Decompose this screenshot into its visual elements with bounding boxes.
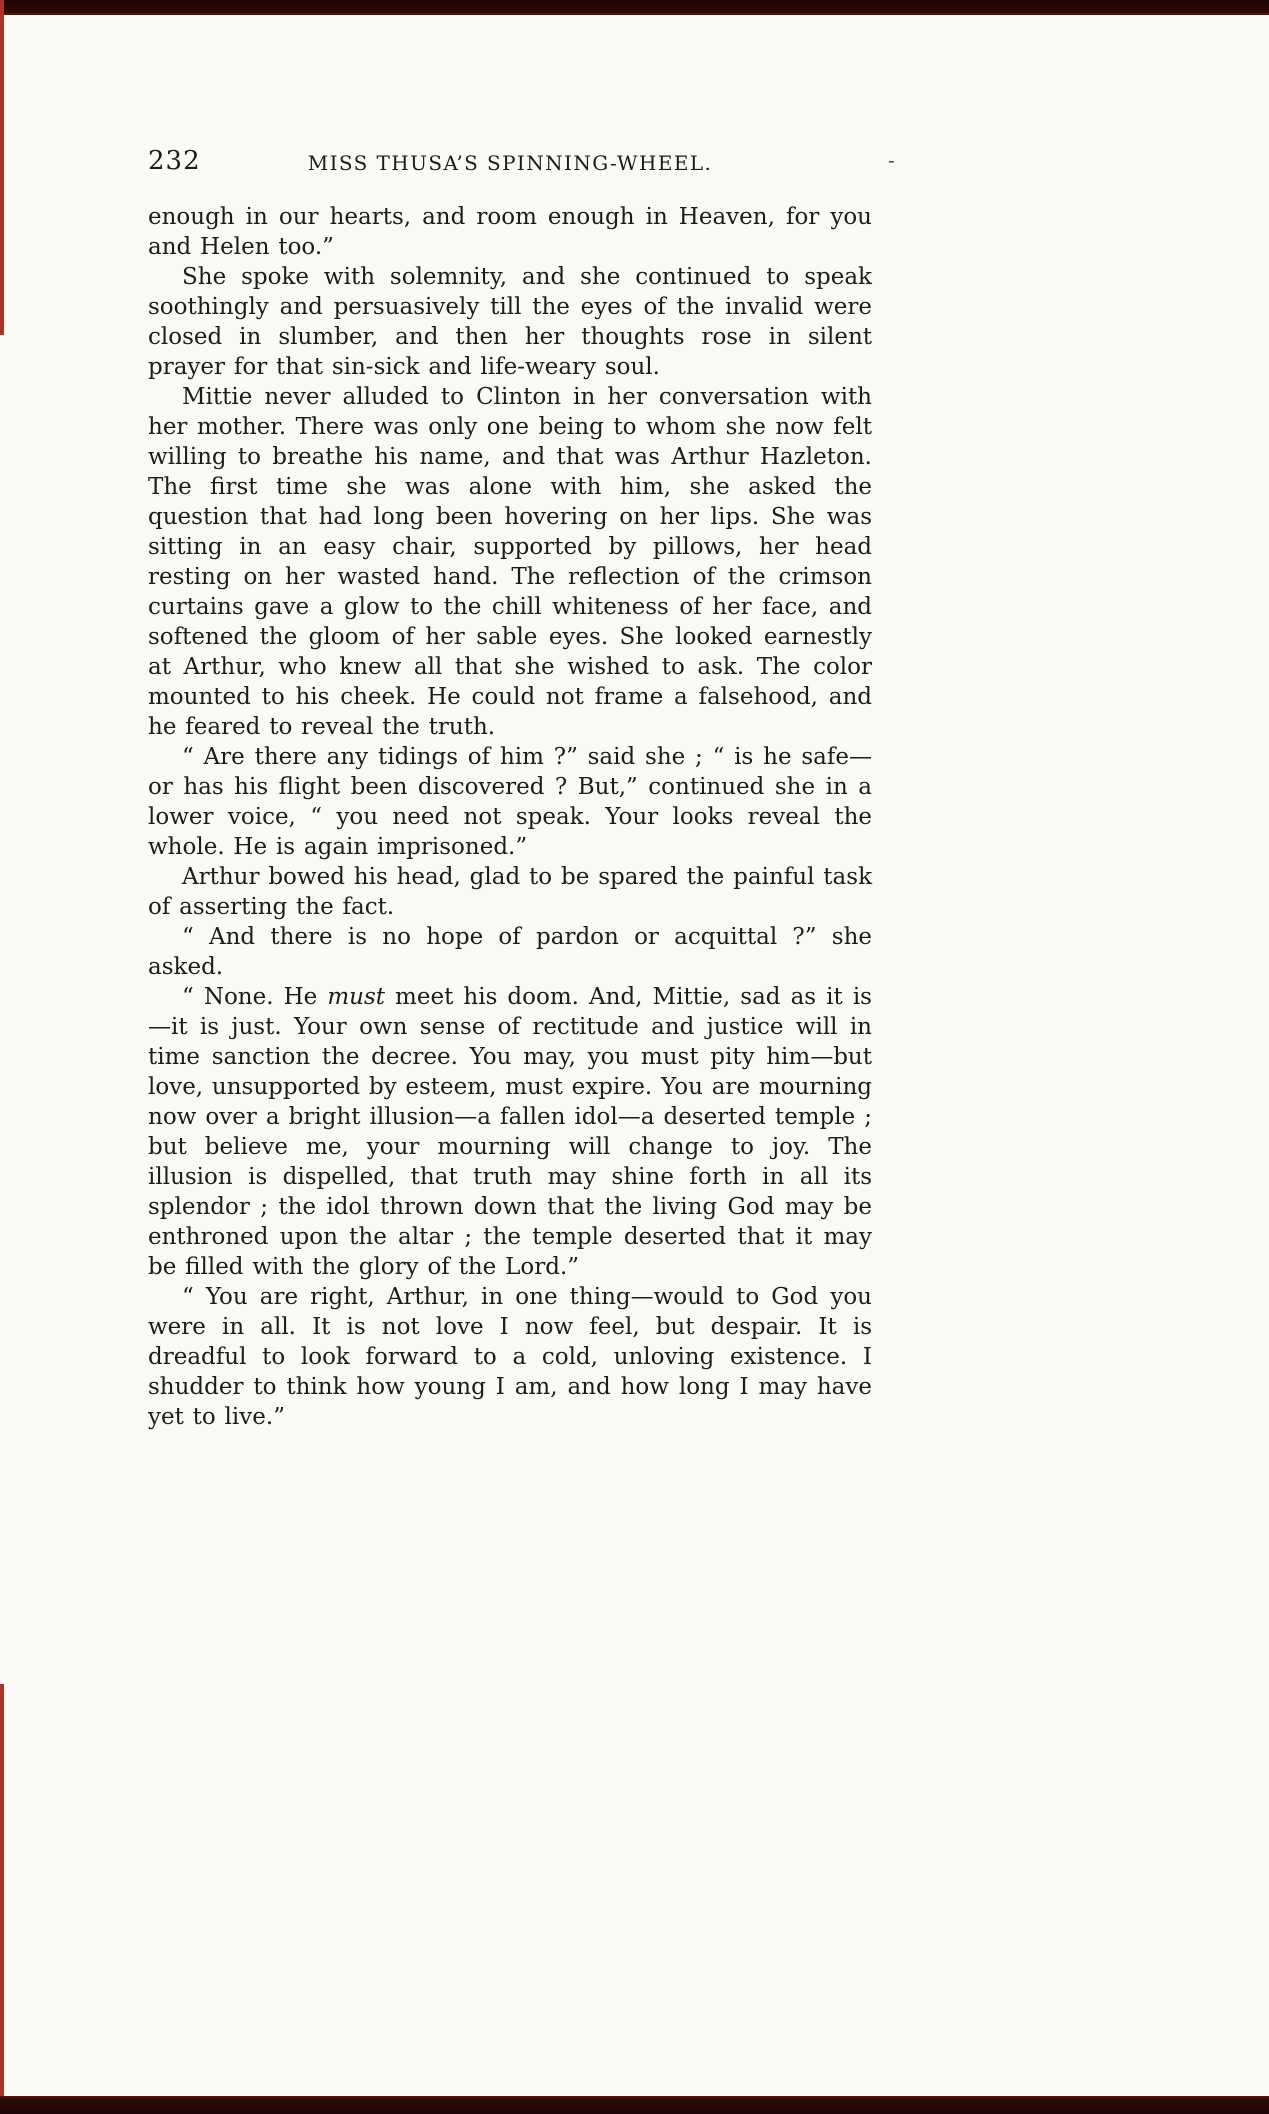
text-segment: “ Are there any tidings of him ?” said she ; “ is he safe— or has his flight been discovered ? But,” continued she in a lower voice, “ you need not speak. Your looks reveal the whole. He is again imprisoned.” <box>148 744 872 860</box>
scan-edge-top <box>0 0 1269 15</box>
paragraph <box>148 262 872 382</box>
text-segment: She spoke with solemnity, and she continued to speak soothingly and persuasively till the eyes of the invalid were closed in slumber, and then her thoughts rose in silent prayer for that sin-sick and life-weary soul. <box>148 264 872 380</box>
page-header <box>148 146 872 178</box>
paragraph <box>148 922 872 982</box>
margin-mark: - <box>888 148 895 172</box>
paragraph <box>148 742 872 862</box>
paragraph <box>148 202 872 262</box>
text-segment: “ And there is no hope of pardon or acquittal ?” she asked. <box>148 924 872 980</box>
scan-edge-left-bottom <box>0 1684 4 2114</box>
text-segment: Arthur bowed his head, glad to be spared the painful task of asserting the fact. <box>148 864 872 920</box>
paragraph <box>148 1282 872 1432</box>
page-text <box>148 202 872 1432</box>
paragraph <box>148 862 872 922</box>
text-segment: enough in our hearts, and room enough in Heaven, for you and Helen too.” <box>148 204 872 260</box>
scan-edge-left-top <box>0 0 4 335</box>
page-number: 232 <box>148 146 201 176</box>
text-segment: Mittie never alluded to Clinton in her conversation with her mother. There was only one being to whom she now felt willing to breathe his name, and that was Arthur Hazleton. The first time she was alone with him, she asked the question that had long been hovering on her lips. She was sitting in an easy chair, supported by pillows, her head resting on her wasted hand. The reflection of the crimson curtains gave a glow to the chill whiteness of her face, and softened the gloom of her sable eyes. She looked earnestly at Arthur, who knew all that she wished to ask. The color mounted to his cheek. He could not frame a falsehood, and he feared to reveal the truth. <box>148 384 872 740</box>
text-segment: “ You are right, Arthur, in one thing—would to God you were in all. It is not love I now feel, but despair. It is dreadful to look forward to a cold, unloving existence. I shudder to think how young I am, and how long I may have yet to live.” <box>148 1284 872 1430</box>
scan-edge-bottom <box>0 2096 1269 2114</box>
text-segment: meet his doom. And, Mittie, sad as it is—it is just. Your own sense of rectitude and justice will in time sanction the decree. You may, you must pity him—but love, unsupported by esteem, must expire. You are mourning now over a bright illusion—a fallen idol—a deserted temple ; but believe me, your mourning will change to joy. The illusion is dispelled, that truth may shine forth in all its splendor ; the idol thrown down that the living God may be enthroned upon the altar ; the temple deserted that it may be filled with the glory of the Lord.” <box>148 984 873 1280</box>
paragraph <box>148 982 872 1282</box>
italic-text: must <box>327 984 385 1010</box>
text-segment: “ None. He <box>182 984 328 1010</box>
running-title: MISS THUSA’S SPINNING-WHEEL. <box>307 151 713 175</box>
paragraph <box>148 382 872 742</box>
